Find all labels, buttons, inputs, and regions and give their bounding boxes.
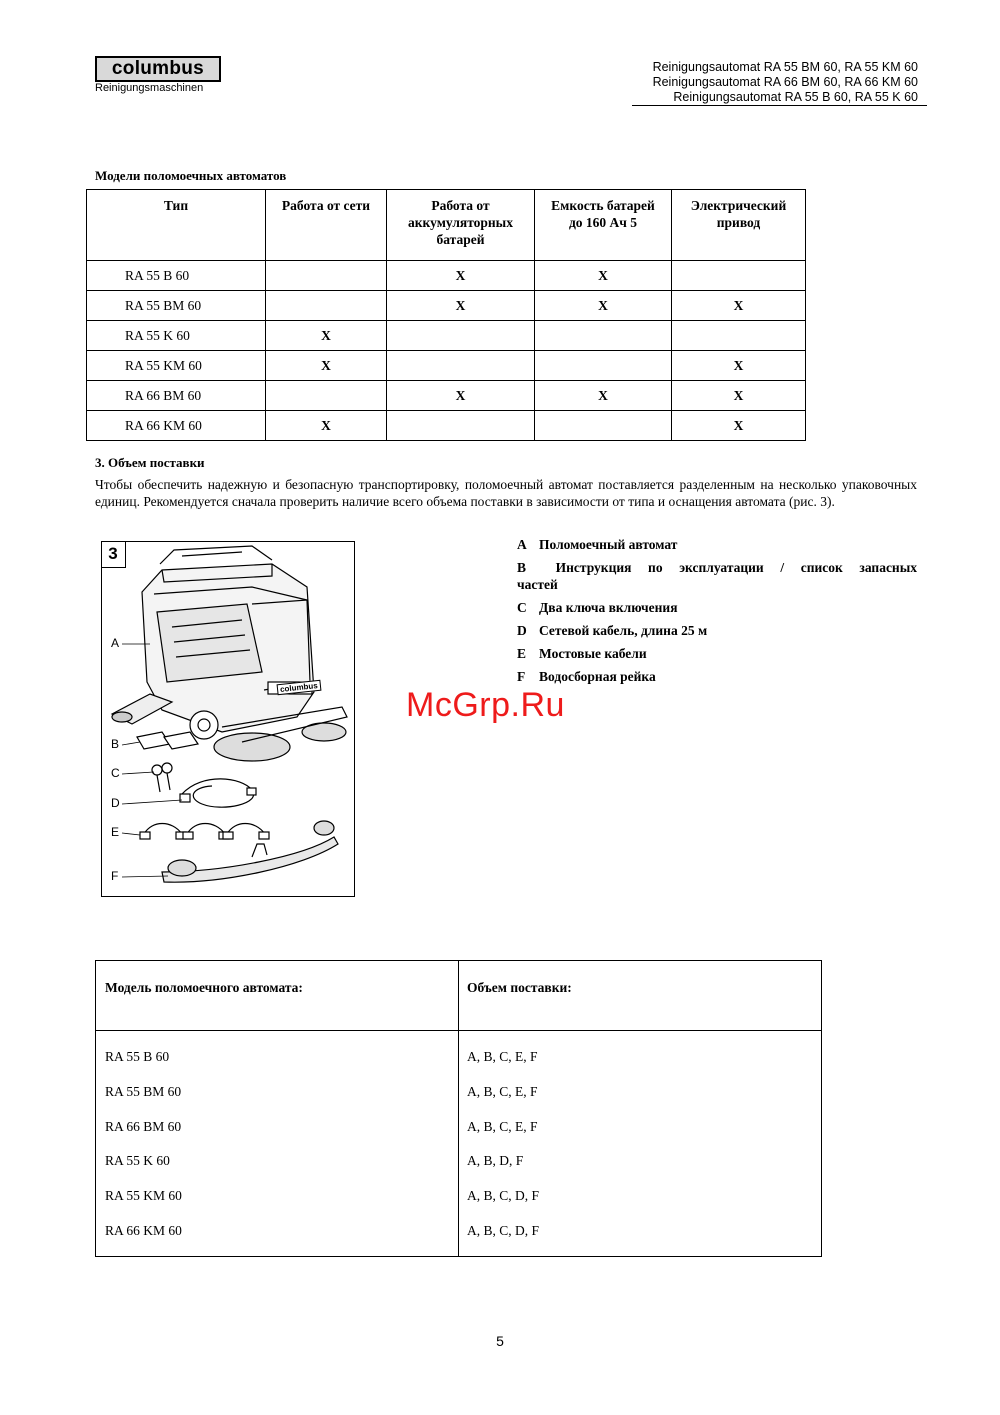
table-row [87, 321, 806, 351]
cell-mains [266, 381, 387, 411]
delivery-scope: A, B, C, D, F [467, 1188, 540, 1204]
figure-3 [101, 541, 355, 897]
delivery-model: RA 55 K 60 [105, 1153, 170, 1169]
cell-drive: X [672, 381, 806, 411]
cell-drive [672, 261, 806, 291]
figure-letter-c: C [111, 766, 120, 780]
logo-subtitle: Reinigungsmaschinen [95, 82, 204, 94]
cell-drive [672, 321, 806, 351]
table-divider [96, 1030, 821, 1031]
cell-type: RA 55 K 60 [87, 321, 266, 351]
figure-number: 3 [101, 541, 126, 568]
figure-letter-e: E [111, 825, 120, 839]
document-header [653, 60, 918, 105]
delivery-model: RA 66 BM 60 [105, 1118, 182, 1134]
delivery-model: RA 66 KM 60 [105, 1223, 182, 1238]
table-row [87, 351, 806, 381]
legend-item: F Водосборная рейка [517, 669, 656, 684]
cell-mains: X [266, 321, 387, 351]
cell-capacity [535, 321, 672, 351]
watermark: McGrp.Ru [406, 686, 565, 724]
cell-battery: X [387, 291, 535, 321]
machine-brand-label: columbus [277, 680, 322, 696]
figure-letter-a: A [111, 636, 120, 650]
delivery-scope: A, B, C, E, F [467, 1049, 538, 1064]
cell-type: RA 55 BM 60 [87, 291, 266, 321]
page-number: 5 [496, 1333, 504, 1349]
delivery-scope: A, B, C, E, F [467, 1118, 538, 1134]
cell-battery [387, 321, 535, 351]
cell-capacity [535, 351, 672, 381]
delivery-model: RA 55 B 60 [105, 1049, 170, 1064]
col-drive: Электрический привод [672, 190, 806, 261]
cell-capacity [535, 411, 672, 441]
models-title: Модели поломоечных автоматов [95, 168, 287, 183]
legend-item: E Мостовые кабели [517, 646, 647, 661]
cell-drive: X [672, 351, 806, 381]
figure-legend [517, 536, 917, 691]
cell-mains: X [266, 411, 387, 441]
company-logo: columbus [95, 56, 221, 82]
col-battery: Работа от аккумуляторных батарей [387, 190, 535, 261]
cell-capacity: X [535, 261, 672, 291]
cell-type: RA 55 KM 60 [87, 351, 266, 381]
delivery-model: RA 55 KM 60 [105, 1188, 182, 1204]
table-header-row [87, 190, 806, 261]
col-type: Тип [87, 190, 266, 261]
legend-item-continuation: частей [517, 577, 558, 592]
cell-mains [266, 261, 387, 291]
cell-type: RA 66 BM 60 [87, 381, 266, 411]
cell-mains [266, 291, 387, 321]
cell-capacity: X [535, 291, 672, 321]
delivery-paragraph: Чтобы обеспечить надежную и безопасную транспортировку, поломоечный автомат поставляется разделенным на несколько упаковочных единиц. Рекомендуется сначала проверить наличие всего объема поставки в зависимости от типа и оснащения автомата (рис. 3). [95, 477, 917, 509]
cell-capacity: X [535, 381, 672, 411]
col-mains: Работа от сети [266, 190, 387, 261]
cell-battery: X [387, 261, 535, 291]
cell-battery: X [387, 381, 535, 411]
legend-item: C Два ключа включения [517, 600, 678, 615]
delivery-scope: A, B, C, D, F [467, 1223, 540, 1238]
cell-type: RA 55 B 60 [87, 261, 266, 291]
figure-drawing [102, 542, 354, 896]
cell-mains: X [266, 351, 387, 381]
cell-drive: X [672, 411, 806, 441]
col-model: Модель поломоечного автомата: [105, 980, 303, 995]
cell-drive: X [672, 291, 806, 321]
header-rule [632, 105, 927, 106]
delivery-table [95, 960, 822, 1257]
cell-type: RA 66 KM 60 [87, 411, 266, 441]
delivery-title: 3. Объем поставки [95, 455, 205, 470]
figure-letter-d: D [111, 796, 120, 810]
cell-battery [387, 411, 535, 441]
cell-battery [387, 351, 535, 381]
delivery-scope: A, B, C, E, F [467, 1083, 538, 1099]
table-row [87, 411, 806, 441]
models-table [86, 189, 806, 441]
table-row [87, 381, 806, 411]
delivery-model: RA 55 BM 60 [105, 1083, 182, 1099]
header-line-2: Reinigungsautomat RA 66 BM 60, RA 66 KM 60 [652, 75, 918, 89]
table-row [87, 261, 806, 291]
figure-letter-b: B [111, 737, 120, 751]
table-row [87, 291, 806, 321]
col-capacity: Емкость батарей до 160 Ач 5 [535, 190, 672, 261]
figure-letter-f: F [111, 869, 119, 883]
delivery-scope: A, B, D, F [467, 1153, 524, 1169]
legend-item: D Сетевой кабель, длина 25 м [517, 623, 708, 638]
header-line-3: Reinigungsautomat RA 55 B 60, RA 55 K 60 [673, 90, 918, 104]
table-divider [458, 961, 459, 1256]
legend-item: A Поломоечный автомат [517, 537, 678, 552]
col-scope: Объем поставки: [467, 980, 572, 995]
header-line-1: Reinigungsautomat RA 55 BM 60, RA 55 KM 60 [652, 60, 918, 74]
legend-item: B Инструкция по эксплуатации / список запасных [517, 560, 917, 575]
